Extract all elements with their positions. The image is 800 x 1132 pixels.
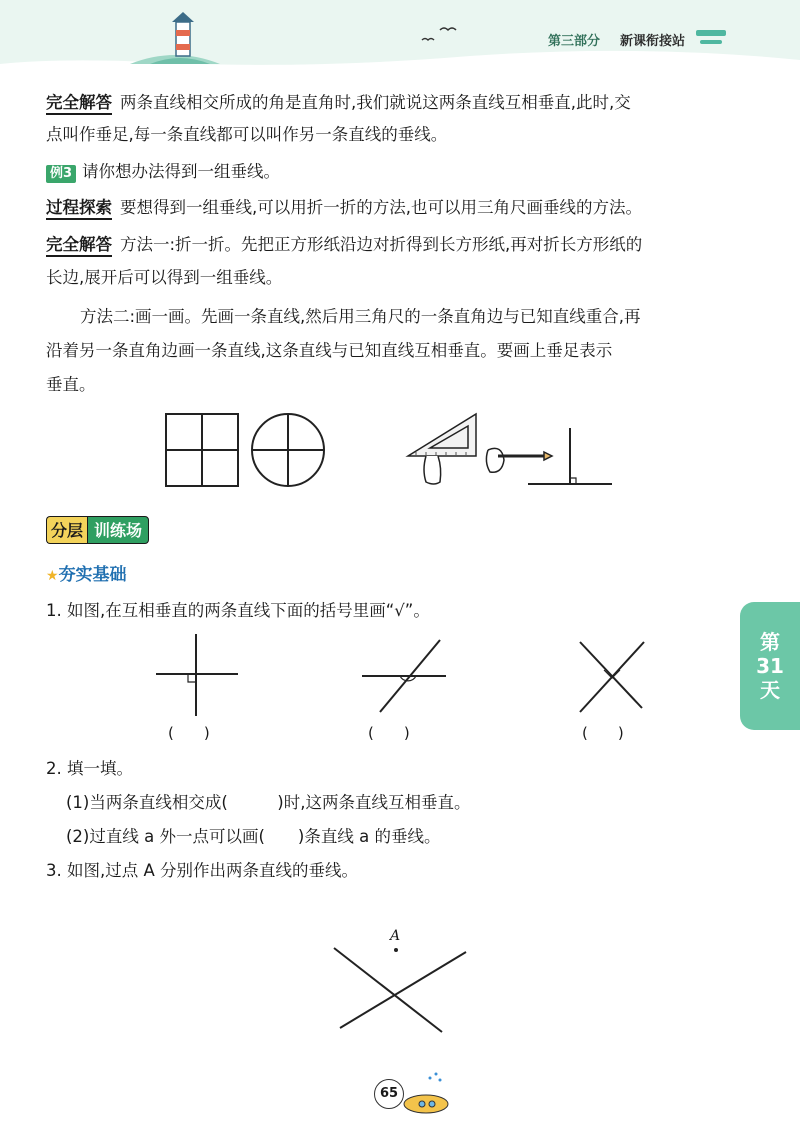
- q1-answer-paren-3[interactable]: ( ): [582, 724, 624, 742]
- section-tag-b: 训练场: [87, 516, 149, 544]
- folded-square: [166, 414, 238, 486]
- figure-perpendicular: [156, 634, 238, 716]
- q2-item2: (2)过直线 a 外一点可以画( )条直线 a 的垂线。: [66, 827, 441, 846]
- answer2-line4: 沿着另一条直角边画一条直线,这条直线与已知直线互相垂直。要画上垂足表示: [46, 341, 613, 360]
- example-badge: 例3: [46, 165, 76, 183]
- header-title: 新课衔接站: [620, 34, 686, 49]
- star-icon: ★: [46, 568, 59, 584]
- answer2-line3: 方法二:画一画。先画一条直线,然后用三角尺的一条直角边与已知直线重合,再: [80, 307, 641, 326]
- q2-item1: (1)当两条直线相交成( )时,这两条直线互相垂直。: [66, 793, 471, 812]
- method-illustrations: [0, 400, 800, 500]
- q2-text: 2. 填一填。: [46, 759, 133, 778]
- answer1-line2: 点叫作垂足,每一条直线都可以叫作另一条直线的垂线。: [46, 125, 448, 144]
- section-tag: [46, 516, 149, 544]
- page-number: 65: [374, 1079, 404, 1109]
- point-a: [394, 948, 398, 952]
- example3: 例3 请你想办法得到一组垂线。: [46, 157, 280, 187]
- q1-answer-paren-2[interactable]: ( ): [368, 724, 410, 742]
- folded-circle: [252, 414, 324, 486]
- subsection-title: ★夯实基础: [46, 565, 127, 585]
- day-side-tab: 第 31 天: [740, 602, 800, 730]
- page-header: [0, 0, 800, 78]
- triangle-ruler-drawing: [408, 414, 552, 484]
- q1-figures: [0, 630, 800, 730]
- process-label: 过程探索: [46, 198, 112, 220]
- figure-x-cross: [580, 642, 644, 712]
- point-a-label: A: [390, 928, 401, 944]
- answer1-line1: 完全解答 两条直线相交所成的角是直角时,我们就说这两条直线互相垂直,此时,交: [46, 88, 631, 118]
- process-line: 过程探索 要想得到一组垂线,可以用折一折的方法,也可以用三角尺画垂线的方法。: [46, 193, 642, 223]
- q1-text: 1. 如图,在互相垂直的两条直线下面的括号里画“√”。: [46, 601, 430, 620]
- answer2-line1: 完全解答 方法一:折一折。先把正方形纸沿边对折得到长方形纸,再对折长方形纸的: [46, 230, 642, 260]
- q1-answer-paren-1[interactable]: ( ): [168, 724, 210, 742]
- answer2-line5: 垂直。: [46, 375, 96, 394]
- answer-label: 完全解答: [46, 93, 112, 115]
- q3-text: 3. 如图,过点 A 分别作出两条直线的垂线。: [46, 861, 359, 880]
- answer2-line2: 长边,展开后可以得到一组垂线。: [46, 268, 283, 287]
- figure-oblique: [362, 640, 446, 712]
- section-tag-a: 分层: [46, 516, 87, 544]
- header-part: 第三部分: [548, 34, 601, 49]
- answer-label: 完全解答: [46, 235, 112, 257]
- submarine-icon: [396, 1068, 456, 1118]
- crossing-lines: [334, 948, 466, 1032]
